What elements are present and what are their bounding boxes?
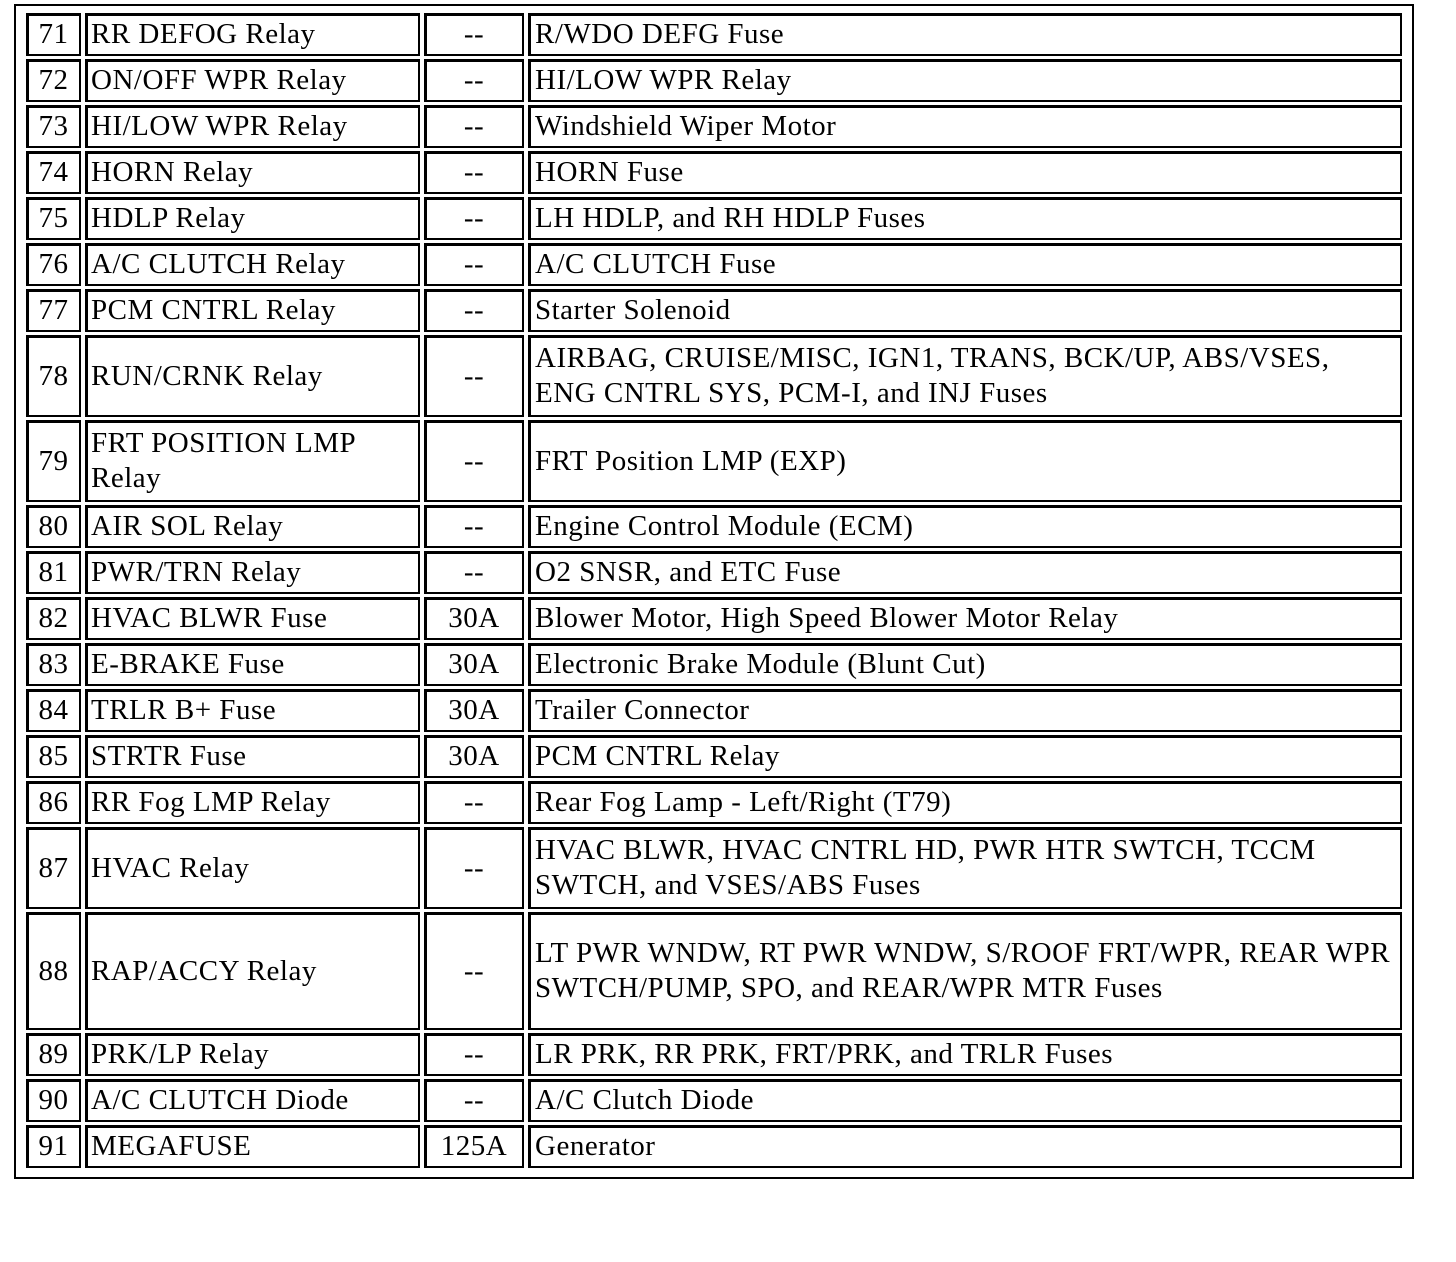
amp-rating: --	[424, 289, 524, 332]
component-name: PRK/LP Relay	[85, 1033, 420, 1076]
table-row	[26, 243, 1402, 286]
table-row	[26, 505, 1402, 548]
circuit-protected: Rear Fog Lamp - Left/Right (T79)	[528, 781, 1402, 824]
row-number: 85	[26, 735, 81, 778]
table-row	[26, 551, 1402, 594]
circuit-protected: Starter Solenoid	[528, 289, 1402, 332]
amp-rating: 125A	[424, 1125, 524, 1168]
component-name: ON/OFF WPR Relay	[85, 59, 420, 102]
component-name: PCM CNTRL Relay	[85, 289, 420, 332]
component-name: STRTR Fuse	[85, 735, 420, 778]
component-name: E-BRAKE Fuse	[85, 643, 420, 686]
amp-rating: --	[424, 13, 524, 56]
circuit-protected: PCM CNTRL Relay	[528, 735, 1402, 778]
component-name: AIR SOL Relay	[85, 505, 420, 548]
row-number: 91	[26, 1125, 81, 1168]
amp-rating: --	[424, 335, 524, 417]
row-number: 84	[26, 689, 81, 732]
circuit-protected: LT PWR WNDW, RT PWR WNDW, S/ROOF FRT/WPR, REAR WPR SWTCH/PUMP, SPO, and REAR/WPR MTR Fuses	[528, 912, 1402, 1030]
table-row	[26, 643, 1402, 686]
amp-rating: 30A	[424, 643, 524, 686]
circuit-protected: HVAC BLWR, HVAC CNTRL HD, PWR HTR SWTCH, TCCM SWTCH, and VSES/ABS Fuses	[528, 827, 1402, 909]
component-name: RR DEFOG Relay	[85, 13, 420, 56]
amp-rating: --	[424, 59, 524, 102]
table-row	[26, 59, 1402, 102]
row-number: 82	[26, 597, 81, 640]
circuit-protected: HORN Fuse	[528, 151, 1402, 194]
component-name: RAP/ACCY Relay	[85, 912, 420, 1030]
table-row	[26, 827, 1402, 909]
table-row	[26, 105, 1402, 148]
component-name: HVAC Relay	[85, 827, 420, 909]
component-name: A/C CLUTCH Diode	[85, 1079, 420, 1122]
component-name: PWR/TRN Relay	[85, 551, 420, 594]
row-number: 80	[26, 505, 81, 548]
row-number: 74	[26, 151, 81, 194]
component-name: TRLR B+ Fuse	[85, 689, 420, 732]
component-name: A/C CLUTCH Relay	[85, 243, 420, 286]
row-number: 86	[26, 781, 81, 824]
amp-rating: --	[424, 1033, 524, 1076]
circuit-protected: O2 SNSR, and ETC Fuse	[528, 551, 1402, 594]
circuit-protected: A/C Clutch Diode	[528, 1079, 1402, 1122]
table-row	[26, 289, 1402, 332]
amp-rating: --	[424, 781, 524, 824]
amp-rating: --	[424, 912, 524, 1030]
amp-rating: --	[424, 827, 524, 909]
fuse-relay-table	[22, 10, 1406, 1171]
row-number: 88	[26, 912, 81, 1030]
component-name: HI/LOW WPR Relay	[85, 105, 420, 148]
circuit-protected: LH HDLP, and RH HDLP Fuses	[528, 197, 1402, 240]
amp-rating: --	[424, 505, 524, 548]
table-row	[26, 781, 1402, 824]
circuit-protected: FRT Position LMP (EXP)	[528, 420, 1402, 502]
table-row	[26, 1079, 1402, 1122]
row-number: 90	[26, 1079, 81, 1122]
table-row	[26, 13, 1402, 56]
table-row	[26, 1125, 1402, 1168]
amp-rating: 30A	[424, 689, 524, 732]
amp-rating: --	[424, 1079, 524, 1122]
component-name: MEGAFUSE	[85, 1125, 420, 1168]
amp-rating: --	[424, 551, 524, 594]
row-number: 89	[26, 1033, 81, 1076]
component-name: RUN/CRNK Relay	[85, 335, 420, 417]
circuit-protected: A/C CLUTCH Fuse	[528, 243, 1402, 286]
row-number: 81	[26, 551, 81, 594]
circuit-protected: AIRBAG, CRUISE/MISC, IGN1, TRANS, BCK/UP, ABS/VSES, ENG CNTRL SYS, PCM-I, and INJ Fuses	[528, 335, 1402, 417]
amp-rating: --	[424, 243, 524, 286]
row-number: 72	[26, 59, 81, 102]
table-row	[26, 335, 1402, 417]
row-number: 87	[26, 827, 81, 909]
fuse-relay-table-frame	[14, 4, 1414, 1179]
row-number: 78	[26, 335, 81, 417]
component-name: HDLP Relay	[85, 197, 420, 240]
amp-rating: 30A	[424, 735, 524, 778]
row-number: 77	[26, 289, 81, 332]
circuit-protected: Engine Control Module (ECM)	[528, 505, 1402, 548]
component-name: RR Fog LMP Relay	[85, 781, 420, 824]
amp-rating: --	[424, 105, 524, 148]
circuit-protected: Trailer Connector	[528, 689, 1402, 732]
table-row	[26, 912, 1402, 1030]
component-name: FRT POSITION LMP Relay	[85, 420, 420, 502]
row-number: 76	[26, 243, 81, 286]
table-row	[26, 735, 1402, 778]
circuit-protected: Blower Motor, High Speed Blower Motor Relay	[528, 597, 1402, 640]
table-row	[26, 597, 1402, 640]
circuit-protected: Electronic Brake Module (Blunt Cut)	[528, 643, 1402, 686]
amp-rating: 30A	[424, 597, 524, 640]
circuit-protected: LR PRK, RR PRK, FRT/PRK, and TRLR Fuses	[528, 1033, 1402, 1076]
row-number: 75	[26, 197, 81, 240]
circuit-protected: HI/LOW WPR Relay	[528, 59, 1402, 102]
circuit-protected: Generator	[528, 1125, 1402, 1168]
component-name: HORN Relay	[85, 151, 420, 194]
amp-rating: --	[424, 151, 524, 194]
table-row	[26, 420, 1402, 502]
amp-rating: --	[424, 420, 524, 502]
circuit-protected: Windshield Wiper Motor	[528, 105, 1402, 148]
amp-rating: --	[424, 197, 524, 240]
table-row	[26, 1033, 1402, 1076]
table-row	[26, 197, 1402, 240]
row-number: 73	[26, 105, 81, 148]
row-number: 79	[26, 420, 81, 502]
row-number: 83	[26, 643, 81, 686]
row-number: 71	[26, 13, 81, 56]
table-row	[26, 689, 1402, 732]
circuit-protected: R/WDO DEFG Fuse	[528, 13, 1402, 56]
table-row	[26, 151, 1402, 194]
component-name: HVAC BLWR Fuse	[85, 597, 420, 640]
